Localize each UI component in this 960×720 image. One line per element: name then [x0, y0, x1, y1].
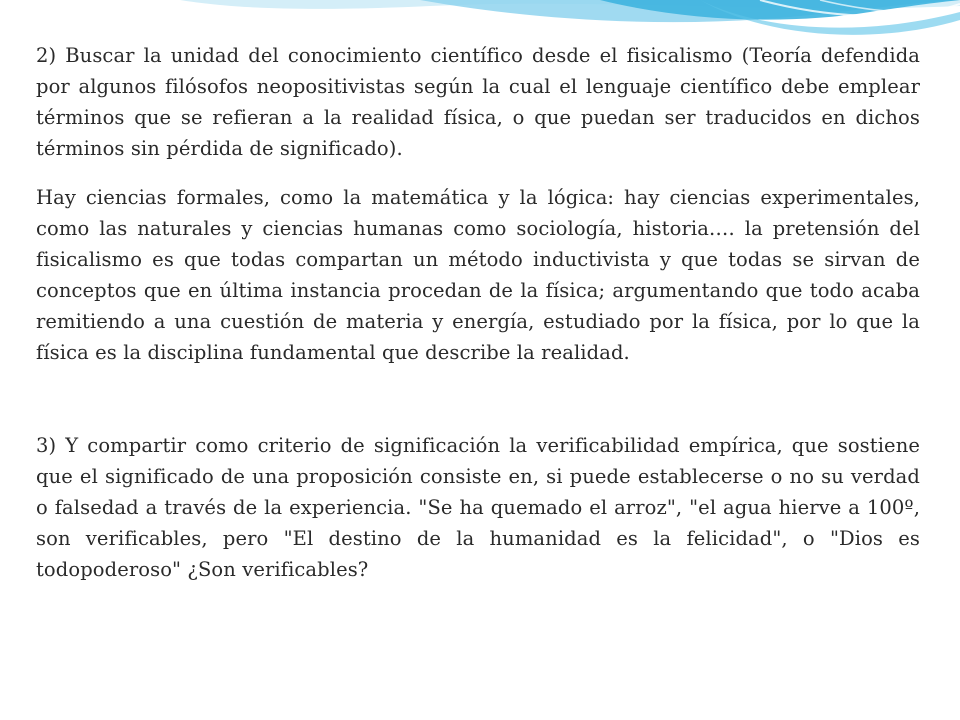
- slide-body: [36, 40, 920, 585]
- paragraph-physicalism: 2) Buscar la unidad del conocimiento científico desde el fisicalismo (Teoría defendida por algunos filósofos neopositivistas según la cual el lenguaje científico debe emplear términos que se refieran a la realidad física, o que puedan ser traducidos en dichos términos sin pérdida de significado).: [36, 44, 920, 160]
- paragraph-verifiability: 3) Y compartir como criterio de significación la verificabilidad empírica, que sostiene que el significado de una proposición consiste en, si puede establecerse o no su verdad o falsedad a través de la experiencia. "Se ha quemado el arroz", "el agua hierve a 100º, son verificables, pero "El destino de la humanidad es la felicidad", o "Dios es todopoderoso" ¿Son verificables?: [36, 434, 920, 581]
- paragraph-sciences: Hay ciencias formales, como la matemática y la lógica: hay ciencias experimentales, como las naturales y ciencias humanas como sociología, historia…. la pretensión del fisicalismo es que todas compartan un método inductivista y que todas se sirvan de conceptos que en última instancia procedan de la física; argumentando que todo acaba remitiendo a una cuestión de materia y energía, estudiado por la física, por lo que la física es la disciplina fundamental que describe la realidad.: [36, 186, 920, 364]
